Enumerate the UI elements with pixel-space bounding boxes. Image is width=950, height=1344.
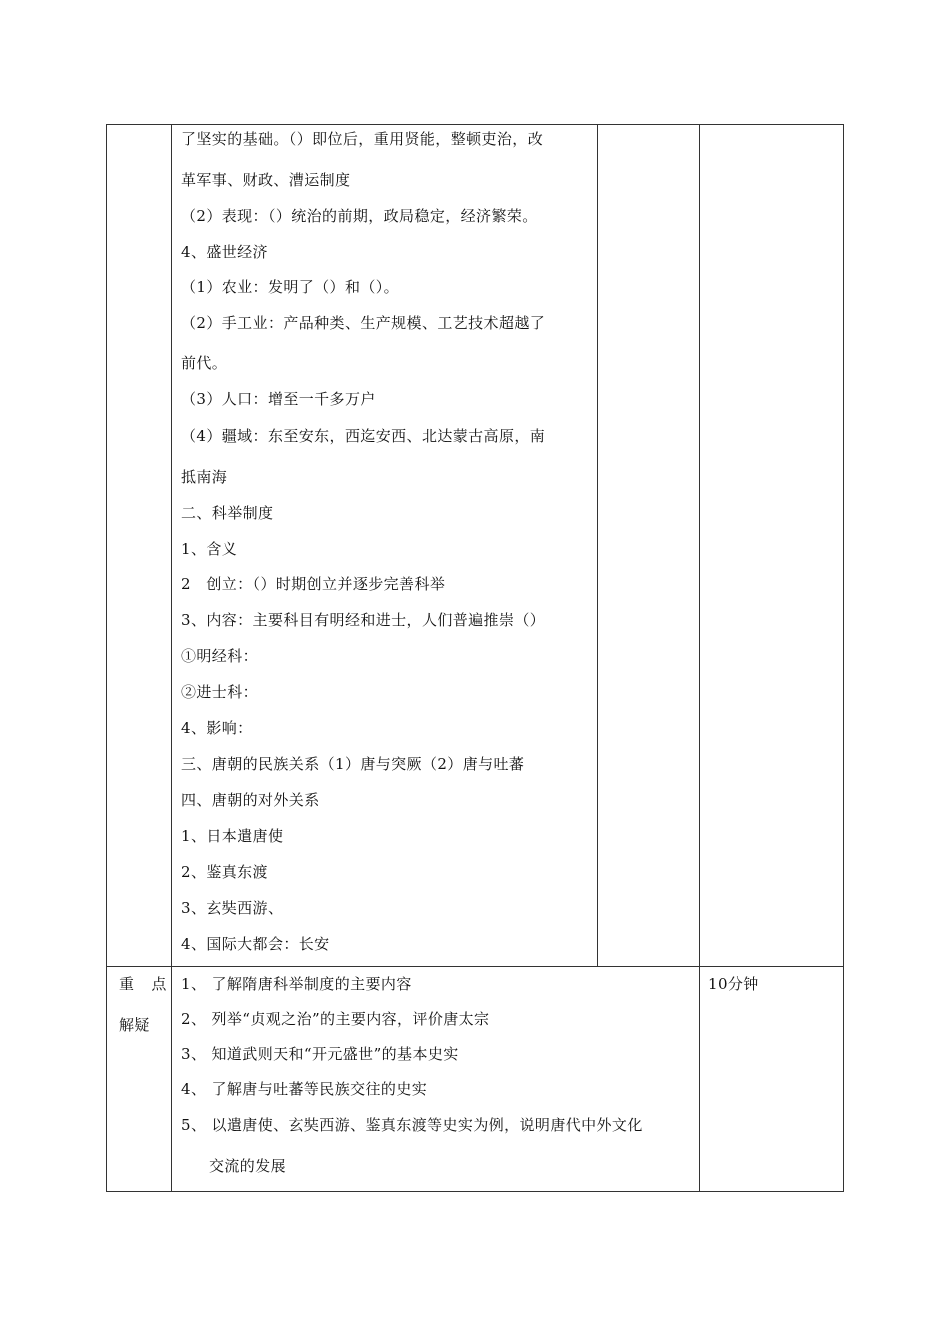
key-point-item: 2、 列举“贞观之治”的主要内容，评价唐太宗 (181, 1010, 490, 1028)
time-value: 10分钟 (708, 975, 759, 993)
key-points-content-cell (172, 967, 699, 1191)
content-line: 1、含义 (181, 540, 238, 558)
content-line: 抵南海 (181, 468, 228, 486)
time-cell (700, 967, 843, 1191)
content-line: （4）疆域：东至安东，西迄安西、北达蒙古高原，南 (181, 427, 546, 445)
key-points-label: 解疑 (119, 1016, 150, 1034)
content-line: ②进士科： (181, 683, 259, 701)
table-right-border (843, 124, 844, 1191)
content-line: 3、内容：主要科目有明经和进士，人们普遍推崇（） (181, 611, 546, 629)
key-points-label: 重 点 (119, 975, 168, 993)
table-bottom-border (106, 1191, 844, 1192)
content-line: 4、盛世经济 (181, 243, 268, 261)
key-points-label-cell (107, 967, 171, 1191)
key-point-item: 3、 知道武则天和“开元盛世”的基本史实 (181, 1045, 459, 1063)
content-line: ①明经科： (181, 647, 259, 665)
content-line: 4、国际大都会：长安 (181, 935, 330, 953)
content-line: 了坚实的基础。（）即位后，重用贤能，整顿吏治，改 (181, 130, 544, 148)
content-line: 1、日本遣唐使 (181, 827, 284, 845)
content-line: 4、影响： (181, 719, 253, 737)
content-line: （1）农业：发明了（）和（）。 (181, 278, 400, 296)
key-point-item: 交流的发展 (209, 1157, 287, 1175)
content-line: （2）手工业：产品种类、生产规模、工艺技术超越了 (181, 314, 546, 332)
content-line: 2 创立：（）时期创立并逐步完善科举 (181, 575, 446, 593)
column-divider-2 (597, 124, 598, 966)
key-point-item: 5、 以遣唐使、玄奘西游、鉴真东渡等史实为例，说明唐代中外文化 (181, 1116, 643, 1134)
key-point-item: 4、 了解唐与吐蕃等民族交往的史实 (181, 1080, 428, 1098)
main-content-cell (172, 125, 597, 966)
section-heading: 三、唐朝的民族关系（1）唐与突厥（2）唐与吐蕃 (181, 755, 525, 773)
content-line: 3、玄奘西游、 (181, 899, 284, 917)
content-line: 2、鉴真东渡 (181, 863, 268, 881)
section-heading: 二、科举制度 (181, 504, 274, 522)
content-line: （3）人口：增至一千多万户 (181, 390, 376, 408)
content-line: 前代。 (181, 354, 228, 372)
content-line: 革军事、财政、漕运制度 (181, 171, 351, 189)
key-point-item: 1、 了解隋唐科举制度的主要内容 (181, 975, 412, 993)
content-line: （2）表现：（）统治的前期，政局稳定，经济繁荣。 (181, 207, 538, 225)
section-heading: 四、唐朝的对外关系 (181, 791, 320, 809)
